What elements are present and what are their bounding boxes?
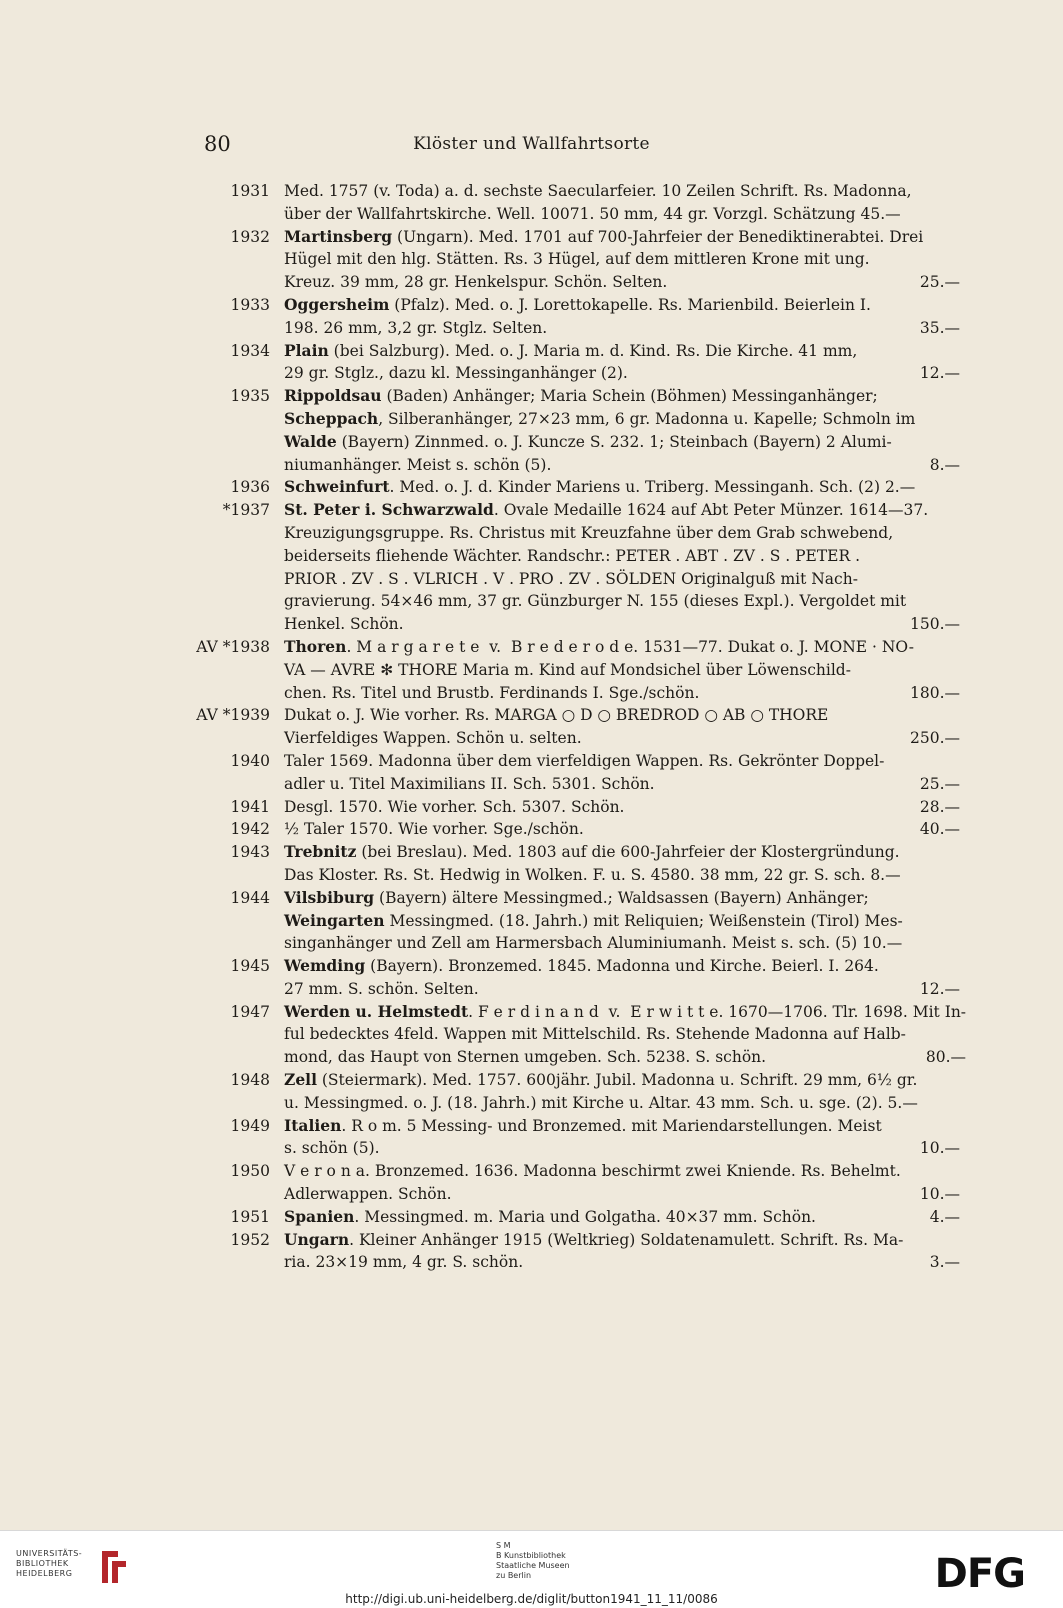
lot-number: 1934 [230,341,270,360]
lot-text: chen. Rs. Titel und Brustb. Ferdinands I. Sge./schön. [284,683,700,702]
lot-description [284,887,960,955]
permalink-url[interactable]: http://digi.ub.uni-heidelberg.de/diglit/button1941_11_11/0086 [345,1592,718,1606]
lot-description [284,818,960,841]
lot-text: Med. 1757 (v. Toda) a. d. sechste Saecularfeier. 10 Zeilen Schrift. Rs. Madonna, [284,182,912,200]
lot-line-text [284,226,923,249]
lot-line [284,1069,960,1092]
lot-text: Henkel. Schön. [284,615,404,634]
lot-estimate: 250.— [909,729,960,748]
lot-line [284,226,960,249]
lot-line [284,978,960,1001]
lot-line [284,818,960,841]
lot-description [284,636,960,704]
lot-line [284,1023,966,1046]
lot-line [284,271,960,294]
lot-number: 1950 [230,1162,270,1181]
viewer-footer [0,1530,1063,1608]
lot-text: Desgl. 1570. Wie vorher. Sch. 5307. Schön. [284,797,625,816]
lot-text: Messingmed. (18. Jahrh.) mit Reliquien; Weißenstein (Tirol) Mes- [384,911,903,930]
stamp-line: Staatliche Museen [496,1561,570,1570]
lot-line [284,568,960,591]
lot-description [284,1206,960,1229]
museum-stamp [496,1541,570,1581]
lot-estimate: 40.— [919,820,960,839]
lot-text: . M a r g a r e t e v. B r e d e r o d e. 1531—77. Dukat o. J. MONE · NO- [346,637,914,656]
lot-line-text [284,1001,966,1024]
lot-description [284,704,960,750]
lot-line [284,910,960,933]
lot-line-text [284,773,655,796]
stamp-line: zu Berlin [496,1571,532,1580]
lot-line [284,362,960,385]
lot-line-text [284,682,699,705]
lot-place-name: Thoren [284,636,347,656]
lot-line [284,431,960,454]
lot-place-name: Plain [284,340,329,360]
lot-line-text [284,476,915,499]
lot-line-text [284,271,667,294]
lot-description [284,841,960,887]
lot-line-text [284,1069,917,1092]
lot-line [284,1229,960,1252]
library-logo-line: HEIDELBERG [16,1569,73,1578]
lot-line-text [284,1251,523,1274]
lot-line-text [284,727,582,750]
lot-description [284,294,960,340]
dfg-logo[interactable]: DFG [934,1551,1025,1597]
lot-line [284,203,960,226]
lot-line-text [284,385,878,408]
lot-text: Vierfeldiges Wappen. Schön u. selten. [284,729,582,748]
library-logo-line: BIBLIOTHEK [16,1559,69,1568]
lot-line-text [284,1229,903,1252]
lot-number: 1944 [230,888,270,907]
lot-text: niumanhänger. Meist s. schön (5). [284,455,552,474]
lot-estimate: 150.— [909,615,960,634]
lot-text: ful bedecktes 4feld. Wappen mit Mittelschild. Rs. Stehende Madonna auf Halb- [284,1025,906,1044]
lot-description [284,796,960,819]
lot-line [284,1046,966,1069]
lot-line-text [284,294,871,317]
lot-place-name: Werden u. Helmstedt [284,1001,469,1021]
lot-line-text [284,499,928,522]
lot-entry [180,385,960,476]
lot-line-text [284,1137,380,1160]
page-number: 80 [204,132,231,156]
lot-line [284,682,960,705]
lot-number: 1932 [230,227,270,246]
lot-place-name: Scheppach [284,408,379,428]
lot-line-text [284,796,624,819]
lot-line [284,317,960,340]
stamp-line: S M [496,1541,511,1550]
lot-text: (Ungarn). Med. 1701 auf 700-Jahrfeier der Benediktinerabtei. Drei [392,227,924,246]
lot-line [284,796,960,819]
lot-line [284,955,960,978]
lot-line [284,476,960,499]
lot-line-text [284,932,902,955]
lot-text: Kreuz. 39 mm, 28 gr. Henkelspur. Schön. Selten. [284,273,668,292]
lot-number: 1933 [230,295,270,314]
lot-entry [180,818,960,841]
lot-line-text [284,841,900,864]
lot-line [284,1206,960,1229]
lot-estimate: 4.— [929,1207,960,1226]
lot-text: ria. 23×19 mm, 4 gr. S. schön. [284,1253,524,1272]
lot-text: , Silberanhänger, 27×23 mm, 6 gr. Madonna u. Kapelle; Schmoln im [378,409,916,428]
lot-entry [180,796,960,819]
lot-text: Hügel mit den hlg. Stätten. Rs. 3 Hügel, auf dem mittleren Krone mit ung. [284,250,870,269]
lot-line-text [284,750,884,773]
lot-text: (Baden) Anhänger; Maria Schein (Böhmen) Messinganhänger; [381,387,878,406]
lot-text: 29 gr. Stglz., dazu kl. Messinganhänger (2). [284,364,628,383]
lot-text: 198. 26 mm, 3,2 gr. Stglz. Selten. [284,318,548,337]
lot-line [284,750,960,773]
lot-entry [180,499,960,636]
lot-estimate: 25.— [919,273,960,292]
lot-text: . Ovale Medaille 1624 auf Abt Peter Münzer. 1614—37. [493,501,929,520]
lot-place-name: Schweinfurt [284,477,390,497]
lot-line [284,294,960,317]
lot-line [284,1092,960,1115]
lot-entry [180,1001,967,1069]
lot-entry [180,887,960,955]
lot-number: 1947 [230,1002,270,1021]
lot-text: (bei Breslau). Med. 1803 auf die 600-Jahrfeier der Klostergründung. [356,843,900,862]
lot-text: . F e r d i n a n d v. E r w i t t e. 1670—1706. Tlr. 1698. Mit In- [468,1002,967,1021]
lot-entry [180,1229,960,1275]
lot-line [284,1160,960,1183]
lot-line-text [284,248,870,271]
lot-number: 1940 [230,751,270,770]
lot-line [284,248,960,271]
lot-number: 1942 [230,820,270,839]
lot-text: ½ Taler 1570. Wie vorher. Sge./schön. [284,820,584,839]
lot-description [284,1001,966,1069]
lot-description [284,1069,960,1115]
lot-number: 1936 [230,478,270,497]
lot-description [284,1160,960,1206]
lot-line [284,1251,960,1274]
lot-text: Das Kloster. Rs. St. Hedwig in Wolken. F. u. S. 4580. 38 mm, 22 gr. S. sch. 8.— [284,865,901,884]
lot-line-text [284,362,628,385]
lot-place-name: Rippoldsau [284,386,382,406]
lot-text: Kreuzigungsgruppe. Rs. Christus mit Kreuzfahne über dem Grab schwebend, [284,523,894,542]
lot-line [284,522,960,545]
lot-line [284,932,960,955]
lot-place-name: Zell [284,1070,317,1090]
page-header [0,132,1063,162]
lot-line-text [284,910,903,933]
lot-text: . Kleiner Anhänger 1915 (Weltkrieg) Soldatenamulett. Schrift. Rs. Ma- [349,1230,904,1249]
lot-place-name: Oggersheim [284,294,390,314]
lot-line [284,727,960,750]
lot-entry [180,1069,960,1115]
lot-text: PRIOR . ZV . S . VLRICH . V . PRO . ZV . SÖLDEN Originalguß mit Nach- [284,569,858,588]
lot-text: VA — AVRE ✻ THORE Maria m. Kind auf Mondsichel über Löwenschild- [284,660,851,679]
lot-entry [180,226,960,294]
library-logo-line: UNIVERSITÄTS- [16,1549,83,1558]
lot-description [284,750,960,796]
lot-line [284,704,960,727]
lot-place-name: Wemding [284,956,366,976]
lot-estimate: 8.— [929,455,960,474]
lot-number: 1952 [230,1230,270,1249]
lot-description [284,340,960,386]
lot-line-text [284,887,869,910]
lot-number: *1937 [222,501,270,520]
lot-text: (Steiermark). Med. 1757. 600jähr. Jubil. Madonna u. Schrift. 29 mm, 6½ gr. [316,1071,918,1090]
lot-line-text [284,1023,906,1046]
lot-text: s. schön (5). [284,1139,380,1158]
lot-entry [180,340,960,386]
lot-text: (Bayern). Bronzemed. 1845. Madonna und Kirche. Beierl. I. 264. [365,957,879,976]
lot-text: V e r o n a. Bronzemed. 1636. Madonna beschirmt zwei Kniende. Rs. Behelmt. [284,1162,901,1181]
lot-number: 1935 [230,387,270,406]
lot-line-text [284,317,547,340]
lot-line [284,887,960,910]
lot-list [180,180,967,1274]
lot-text: (bei Salzburg). Med. o. J. Maria m. d. Kind. Rs. Die Kirche. 41 mm, [328,341,858,360]
lot-place-name: Italien [284,1115,342,1135]
lot-line [284,590,960,613]
lot-entry [180,180,960,226]
lot-text: (Bayern) ältere Messingmed.; Waldsassen (Bayern) Anhänger; [374,888,869,907]
lot-text: mond, das Haupt von Sternen umgeben. Sch. 5238. S. schön. [284,1048,767,1067]
library-emblem-icon [96,1547,130,1587]
lot-place-name: Martinsberg [284,226,393,246]
lot-entry [180,704,960,750]
lot-line-text [284,545,860,568]
lot-number: AV *1939 [196,706,270,725]
lot-line-text [284,978,479,1001]
lot-estimate: 28.— [919,797,960,816]
lot-entry [180,294,960,340]
lot-entry [180,841,960,887]
lot-entry [180,476,960,499]
lot-line [284,408,960,431]
lot-line [284,773,960,796]
lot-number: 1945 [230,957,270,976]
lot-line [284,180,960,203]
lot-line [284,1137,960,1160]
lot-number: 1931 [230,182,270,200]
lot-line [284,385,960,408]
lot-line-text [284,659,851,682]
lot-description [284,1229,960,1275]
lot-text: . Med. o. J. d. Kinder Mariens u. Triberg. Messinganh. Sch. (2) 2.— [389,478,916,497]
lot-entry [180,1160,960,1206]
lot-text: gravierung. 54×46 mm, 37 gr. Günzburger N. 155 (dieses Expl.). Vergoldet mit [284,592,907,611]
lot-line [284,636,960,659]
lot-place-name: Walde [284,431,337,451]
lot-estimate: 12.— [919,364,960,383]
lot-line-text [284,203,901,226]
lot-entry [180,1206,960,1229]
lot-line [284,499,960,522]
lot-text: . R o m. 5 Messing- und Bronzemed. mit Mariendarstellungen. Meist [341,1116,882,1135]
lot-place-name: Ungarn [284,1229,350,1249]
lot-number: 1951 [230,1207,270,1226]
library-logo[interactable] [16,1549,82,1579]
lot-line-text [284,818,584,841]
lot-entry [180,1115,960,1161]
lot-line-text [284,1160,901,1183]
lot-entry [180,636,960,704]
lot-line-text [284,636,914,659]
lot-number: AV *1938 [196,637,270,656]
lot-text: (Bayern) Zinnmed. o. J. Kuncze S. 232. 1; Steinbach (Bayern) 2 Alumi- [336,432,892,451]
lot-place-name: Spanien [284,1206,355,1226]
lot-text: (Pfalz). Med. o. J. Lorettokapelle. Rs. Marienbild. Beierlein I. [389,295,871,314]
lot-line-text [284,431,892,454]
lot-description [284,1115,960,1161]
lot-line [284,613,960,636]
lot-estimate: 3.— [929,1253,960,1272]
lot-text: Adlerwappen. Schön. [284,1185,452,1204]
lot-line-text [284,1183,452,1206]
lot-text: u. Messingmed. o. J. (18. Jahrh.) mit Kirche u. Altar. 43 mm. Sch. u. sge. (2). 5.— [284,1093,918,1112]
running-title: Klöster und Wallfahrtsorte [413,134,650,154]
lot-description [284,226,960,294]
lot-place-name: Trebnitz [284,842,357,862]
lot-text: . Messingmed. m. Maria und Golgatha. 40×37 mm. Schön. [354,1207,816,1226]
lot-place-name: Vilsbiburg [284,887,375,907]
lot-line-text [284,522,893,545]
lot-description [284,385,960,476]
lot-entry [180,750,960,796]
lot-line-text [284,955,879,978]
lot-line [284,864,960,887]
lot-estimate: 10.— [919,1185,960,1204]
lot-text: beiderseits fliehende Wächter. Randschr.: PETER . ABT . ZV . S . PETER . [284,546,861,565]
lot-text: Taler 1569. Madonna über dem vierfeldigen Wappen. Rs. Gekrönter Doppel- [284,751,885,770]
lot-estimate: 80.— [925,1048,967,1067]
lot-line-text [284,180,912,203]
lot-place-name: St. Peter i. Schwarzwald [284,500,494,520]
lot-line [284,1115,960,1138]
stamp-line: B Kunstbibliothek [496,1551,566,1560]
lot-description [284,476,960,499]
lot-line [284,1183,960,1206]
lot-estimate: 180.— [909,683,960,702]
lot-entry [180,955,960,1001]
lot-line-text [284,613,404,636]
lot-line [284,1001,966,1024]
lot-line [284,545,960,568]
lot-description [284,955,960,1001]
lot-description [284,499,960,636]
lot-line [284,659,960,682]
lot-estimate: 10.— [919,1139,960,1158]
lot-text: singanhänger und Zell am Harmersbach Aluminiumanh. Meist s. sch. (5) 10.— [284,934,903,953]
lot-place-name: Weingarten [284,910,385,930]
lot-number: 1949 [230,1116,270,1135]
lot-line-text [284,340,857,363]
lot-line [284,340,960,363]
lot-text: 27 mm. S. schön. Selten. [284,979,479,998]
lot-line-text [284,1092,918,1115]
lot-line-text [284,408,915,431]
lot-estimate: 12.— [919,979,960,998]
lot-line [284,841,960,864]
lot-text: über der Wallfahrtskirche. Well. 10071. 50 mm, 44 gr. Vorzgl. Schätzung 45.— [284,204,901,223]
lot-text: Dukat o. J. Wie vorher. Rs. MARGA ○ D ○ BREDROD ○ AB ○ THORE [284,706,829,725]
lot-line-text [284,590,906,613]
lot-line-text [284,1115,882,1138]
lot-number: 1948 [230,1071,270,1090]
lot-number: 1941 [230,797,270,816]
lot-line-text [284,864,901,887]
lot-line-text [284,704,828,727]
lot-line-text [284,1206,816,1229]
lot-estimate: 35.— [919,318,960,337]
lot-line [284,454,960,477]
lot-text: adler u. Titel Maximilians II. Sch. 5301. Schön. [284,774,655,793]
lot-description [284,180,960,226]
lot-line-text [284,568,858,591]
lot-number: 1943 [230,843,270,862]
lot-line-text [284,454,551,477]
lot-line-text [284,1046,766,1069]
lot-estimate: 25.— [919,774,960,793]
